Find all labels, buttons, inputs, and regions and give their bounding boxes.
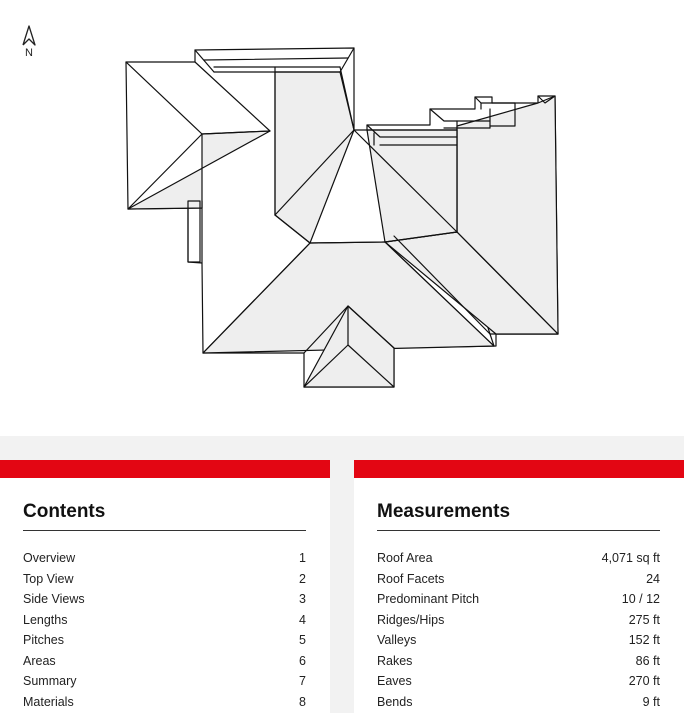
contents-item-page: 1 xyxy=(299,551,306,565)
contents-item-label: Overview xyxy=(23,551,76,565)
contents-item-page: 6 xyxy=(299,653,306,668)
contents-item-label: Pitches xyxy=(23,633,64,647)
measurement-item xyxy=(377,572,660,593)
measurement-item-value: 4,071 sq ft xyxy=(601,551,660,565)
measurement-item-value: 275 ft xyxy=(628,612,660,627)
contents-item-page: 8 xyxy=(299,694,306,709)
contents-item-page: 5 xyxy=(299,633,306,647)
contents-item-label: Lengths xyxy=(23,612,68,627)
measurement-item-label: Eaves xyxy=(377,674,412,688)
measurement-item xyxy=(377,695,660,713)
contents-title: Contents xyxy=(23,501,106,522)
measurement-item xyxy=(377,654,660,675)
measurement-item-label: Rakes xyxy=(377,653,413,668)
contents-item-page: 4 xyxy=(299,612,306,627)
contents-card xyxy=(0,460,330,713)
measurement-item-label: Ridges/Hips xyxy=(377,612,445,627)
measurements-card xyxy=(354,460,684,713)
measurement-item-label: Valleys xyxy=(377,633,417,647)
contents-item xyxy=(23,613,306,634)
measurement-item-value: 152 ft xyxy=(628,633,660,647)
measurement-item-label: Bends xyxy=(377,694,413,709)
measurement-item-value: 10 / 12 xyxy=(621,592,660,606)
north-label: N xyxy=(25,47,33,59)
measurements-list xyxy=(377,551,660,713)
measurement-item-value: 9 ft xyxy=(642,694,660,709)
contents-list xyxy=(23,551,306,713)
contents-item xyxy=(23,674,306,695)
measurement-item-value: 24 xyxy=(646,571,660,586)
summary-panels xyxy=(0,436,684,713)
contents-item-label: Side Views xyxy=(23,592,85,606)
measurements-title: Measurements xyxy=(377,501,511,522)
contents-item xyxy=(23,551,306,572)
contents-item-label: Materials xyxy=(23,694,74,709)
measurement-item xyxy=(377,592,660,613)
measurement-item xyxy=(377,613,660,634)
measurement-item-value: 270 ft xyxy=(628,674,660,688)
measurements-divider xyxy=(377,530,660,531)
contents-divider xyxy=(23,530,306,531)
measurement-item-label: Predominant Pitch xyxy=(377,592,480,606)
contents-item-label: Summary xyxy=(23,674,77,688)
contents-item xyxy=(23,633,306,654)
contents-item xyxy=(23,695,306,713)
contents-item xyxy=(23,592,306,613)
contents-item-page: 7 xyxy=(299,674,306,688)
measurement-item xyxy=(377,674,660,695)
measurement-item-label: Roof Facets xyxy=(377,571,445,586)
measurements-accent-bar xyxy=(354,460,684,478)
north-arrow-icon xyxy=(21,24,37,46)
contents-item xyxy=(23,572,306,593)
contents-accent-bar xyxy=(0,460,330,478)
contents-item-page: 3 xyxy=(299,592,306,606)
measurement-item xyxy=(377,633,660,654)
contents-item-label: Areas xyxy=(23,653,56,668)
measurement-item-value: 86 ft xyxy=(635,653,660,668)
measurement-item-label: Roof Area xyxy=(377,551,433,565)
contents-item-page: 2 xyxy=(299,571,306,586)
contents-item-label: Top View xyxy=(23,571,74,586)
contents-item xyxy=(23,654,306,675)
measurement-item xyxy=(377,551,660,572)
compass xyxy=(18,24,40,64)
